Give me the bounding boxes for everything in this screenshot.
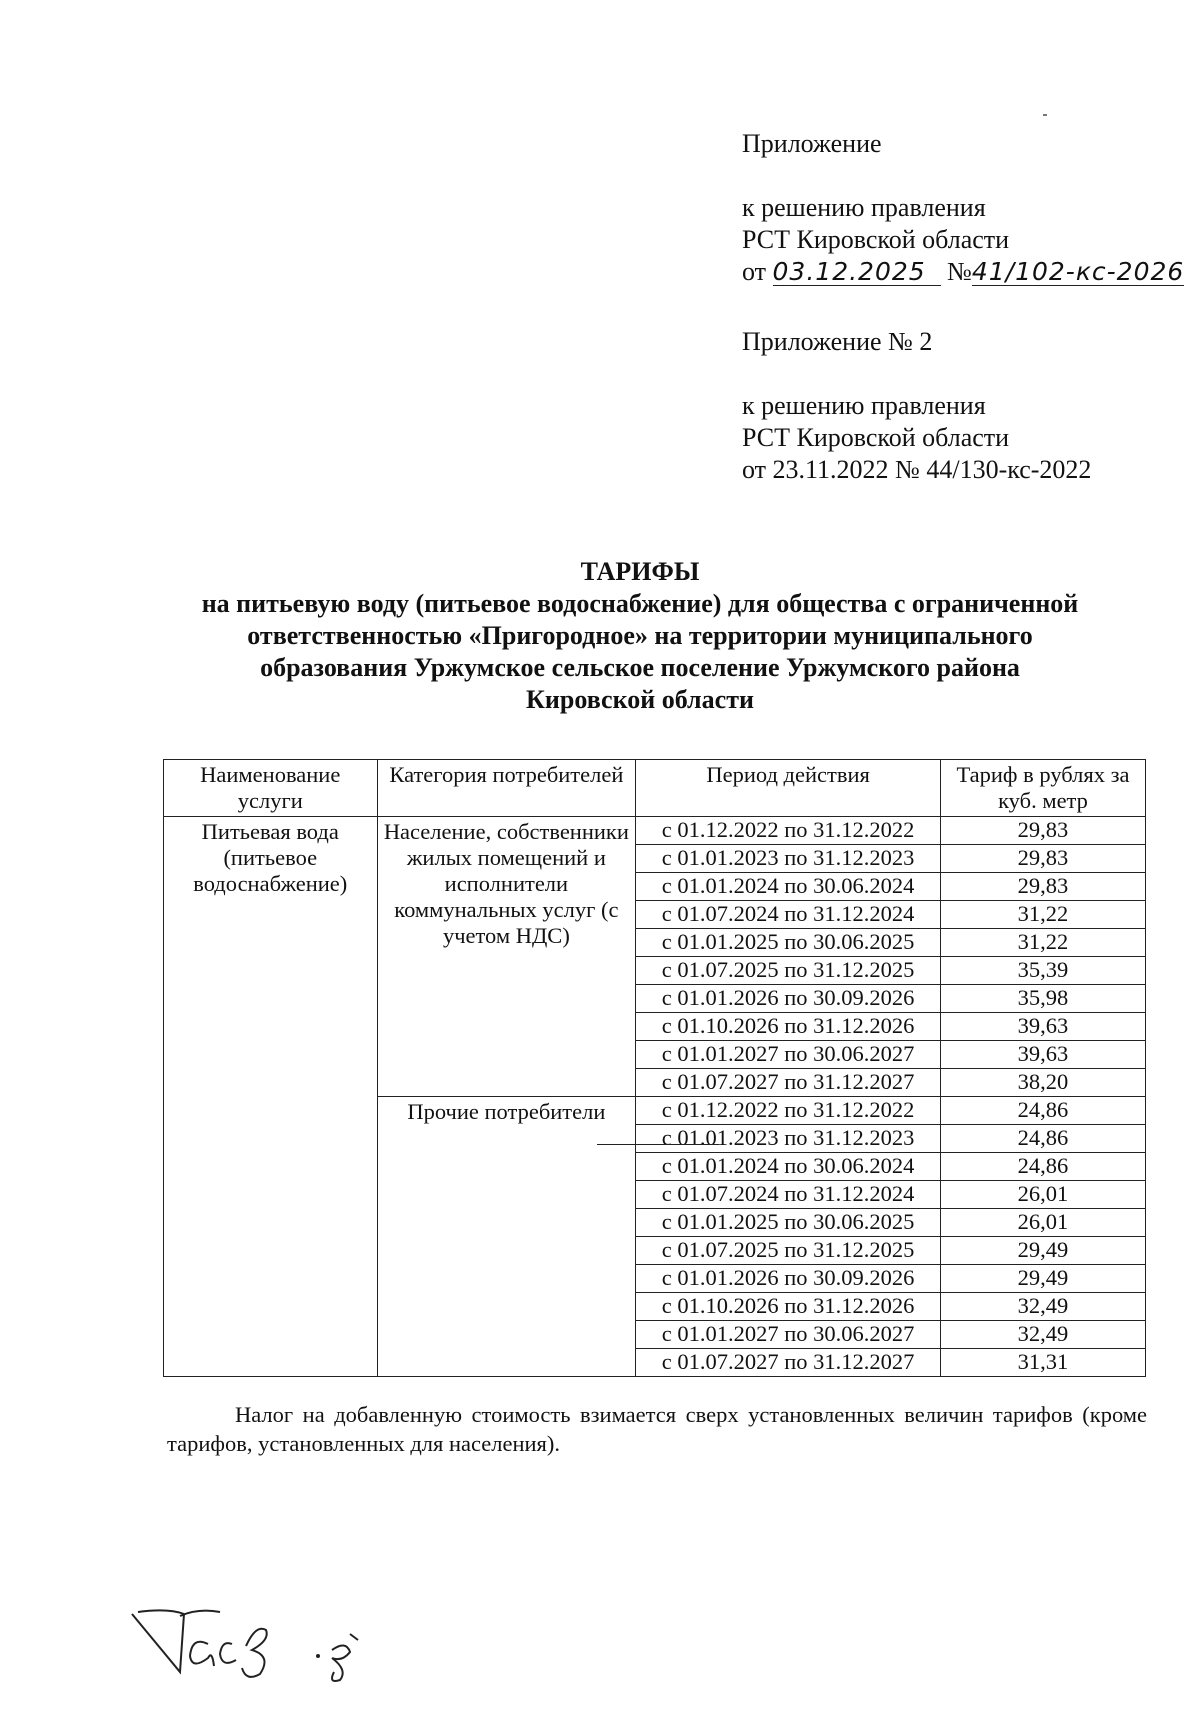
cell-tariff: 29,49 [940, 1265, 1145, 1293]
cell-period: с 01.01.2025 по 30.06.2025 [636, 1209, 941, 1237]
cell-period: с 01.01.2024 по 30.06.2024 [636, 873, 941, 901]
title-line-1: на питьевую воду (питьевое водоснабжение) для общества с ограниченной [201, 589, 1079, 618]
cell-period: с 01.12.2022 по 31.12.2022 [636, 1097, 941, 1125]
title-heading: ТАРИФЫ [580, 557, 700, 586]
cell-tariff: 24,86 [940, 1153, 1145, 1181]
cell-period: с 01.07.2024 по 31.12.2024 [636, 901, 941, 929]
date-prefix: от [742, 257, 767, 286]
cell-tariff: 39,63 [940, 1013, 1145, 1041]
cell-period: с 01.12.2022 по 31.12.2022 [636, 817, 941, 845]
cell-period: с 01.10.2026 по 31.12.2026 [636, 1293, 941, 1321]
table-row [164, 817, 1146, 845]
appendix2-decision-line-1: к решению правления [742, 391, 986, 420]
cell-period: с 01.07.2027 по 31.12.2027 [636, 1069, 941, 1097]
cell-tariff: 31,22 [940, 901, 1145, 929]
cell-tariff: 35,39 [940, 957, 1145, 985]
appendix2-decision-line-2: РСТ Кировской области [742, 423, 1010, 452]
decision-line-1: к решению правления [742, 193, 986, 222]
cell-period: с 01.01.2023 по 31.12.2023 [636, 845, 941, 873]
cell-tariff: 32,49 [940, 1321, 1145, 1349]
appendix2-label: Приложение № 2 [742, 327, 933, 356]
vat-note: Налог на добавленную стоимость взимается сверх установленных величин тарифов (кроме тарифов, установленных для населения). [167, 1402, 1147, 1456]
header-category: Категория потребителей [377, 760, 636, 817]
cell-period: с 01.01.2026 по 30.09.2026 [636, 1265, 941, 1293]
cell-period: с 01.07.2024 по 31.12.2024 [636, 1181, 941, 1209]
cell-tariff: 38,20 [940, 1069, 1145, 1097]
header-tariff: Тариф в рублях за куб. метр [940, 760, 1145, 817]
title-line-4: Кировской области [526, 685, 754, 714]
appendix-header [742, 128, 1184, 288]
cell-period: с 01.01.2023 по 31.12.2023 [636, 1125, 941, 1153]
tariff-table [163, 759, 1146, 1377]
cell-service: Питьевая вода (питьевое водоснабжение) [164, 817, 378, 1377]
cell-category: Прочие потребители [377, 1097, 636, 1377]
decision-date-line [742, 256, 1184, 288]
handwritten-number: 41/102-кс-2026 [971, 257, 1185, 286]
cell-tariff: 24,86 [940, 1097, 1145, 1125]
cell-tariff: 24,86 [940, 1125, 1145, 1153]
document-title [150, 556, 1130, 716]
signature-icon [128, 1600, 388, 1695]
cell-tariff: 26,01 [940, 1209, 1145, 1237]
tariff-table-body [164, 817, 1146, 1377]
table-header-row [164, 760, 1146, 817]
scan-speck [1043, 114, 1047, 116]
signature-mark [128, 1600, 388, 1700]
header-period: Период действия [636, 760, 941, 817]
cell-tariff: 29,49 [940, 1237, 1145, 1265]
cell-period: с 01.07.2025 по 31.12.2025 [636, 957, 941, 985]
cell-category: Население, собственники жилых помещений и исполнители коммунальных услуг (с учетом НДС) [377, 817, 636, 1097]
header-service: Наименование услуги [164, 760, 378, 817]
cell-period: с 01.01.2025 по 30.06.2025 [636, 929, 941, 957]
end-rule [597, 1144, 719, 1145]
cell-tariff: 31,22 [940, 929, 1145, 957]
cell-tariff: 26,01 [940, 1181, 1145, 1209]
handwritten-date: 03.12.2025 [773, 259, 941, 286]
cell-period: с 01.01.2027 по 30.06.2027 [636, 1041, 941, 1069]
cell-tariff: 31,31 [940, 1349, 1145, 1377]
decision-line-2: РСТ Кировской области [742, 225, 1010, 254]
cell-period: с 01.10.2026 по 31.12.2026 [636, 1013, 941, 1041]
cell-tariff: 32,49 [940, 1293, 1145, 1321]
appendix2-header [742, 326, 1091, 486]
cell-period: с 01.01.2027 по 30.06.2027 [636, 1321, 941, 1349]
cell-tariff: 39,63 [940, 1041, 1145, 1069]
number-prefix: № [947, 257, 972, 286]
cell-period: с 01.01.2026 по 30.09.2026 [636, 985, 941, 1013]
appendix2-date-line: от 23.11.2022 № 44/130-кс-2022 [742, 455, 1092, 484]
appendix-label: Приложение [742, 129, 882, 158]
title-line-3: образования Уржумское сельское поселение Уржумского района [260, 653, 1020, 682]
cell-period: с 01.01.2024 по 30.06.2024 [636, 1153, 941, 1181]
cell-period: с 01.07.2027 по 31.12.2027 [636, 1349, 941, 1377]
cell-period: с 01.07.2025 по 31.12.2025 [636, 1237, 941, 1265]
cell-tariff: 29,83 [940, 817, 1145, 845]
cell-tariff: 35,98 [940, 985, 1145, 1013]
cell-tariff: 29,83 [940, 845, 1145, 873]
title-line-2: ответственностью «Пригородное» на территории муниципального [247, 621, 1033, 650]
cell-tariff: 29,83 [940, 873, 1145, 901]
